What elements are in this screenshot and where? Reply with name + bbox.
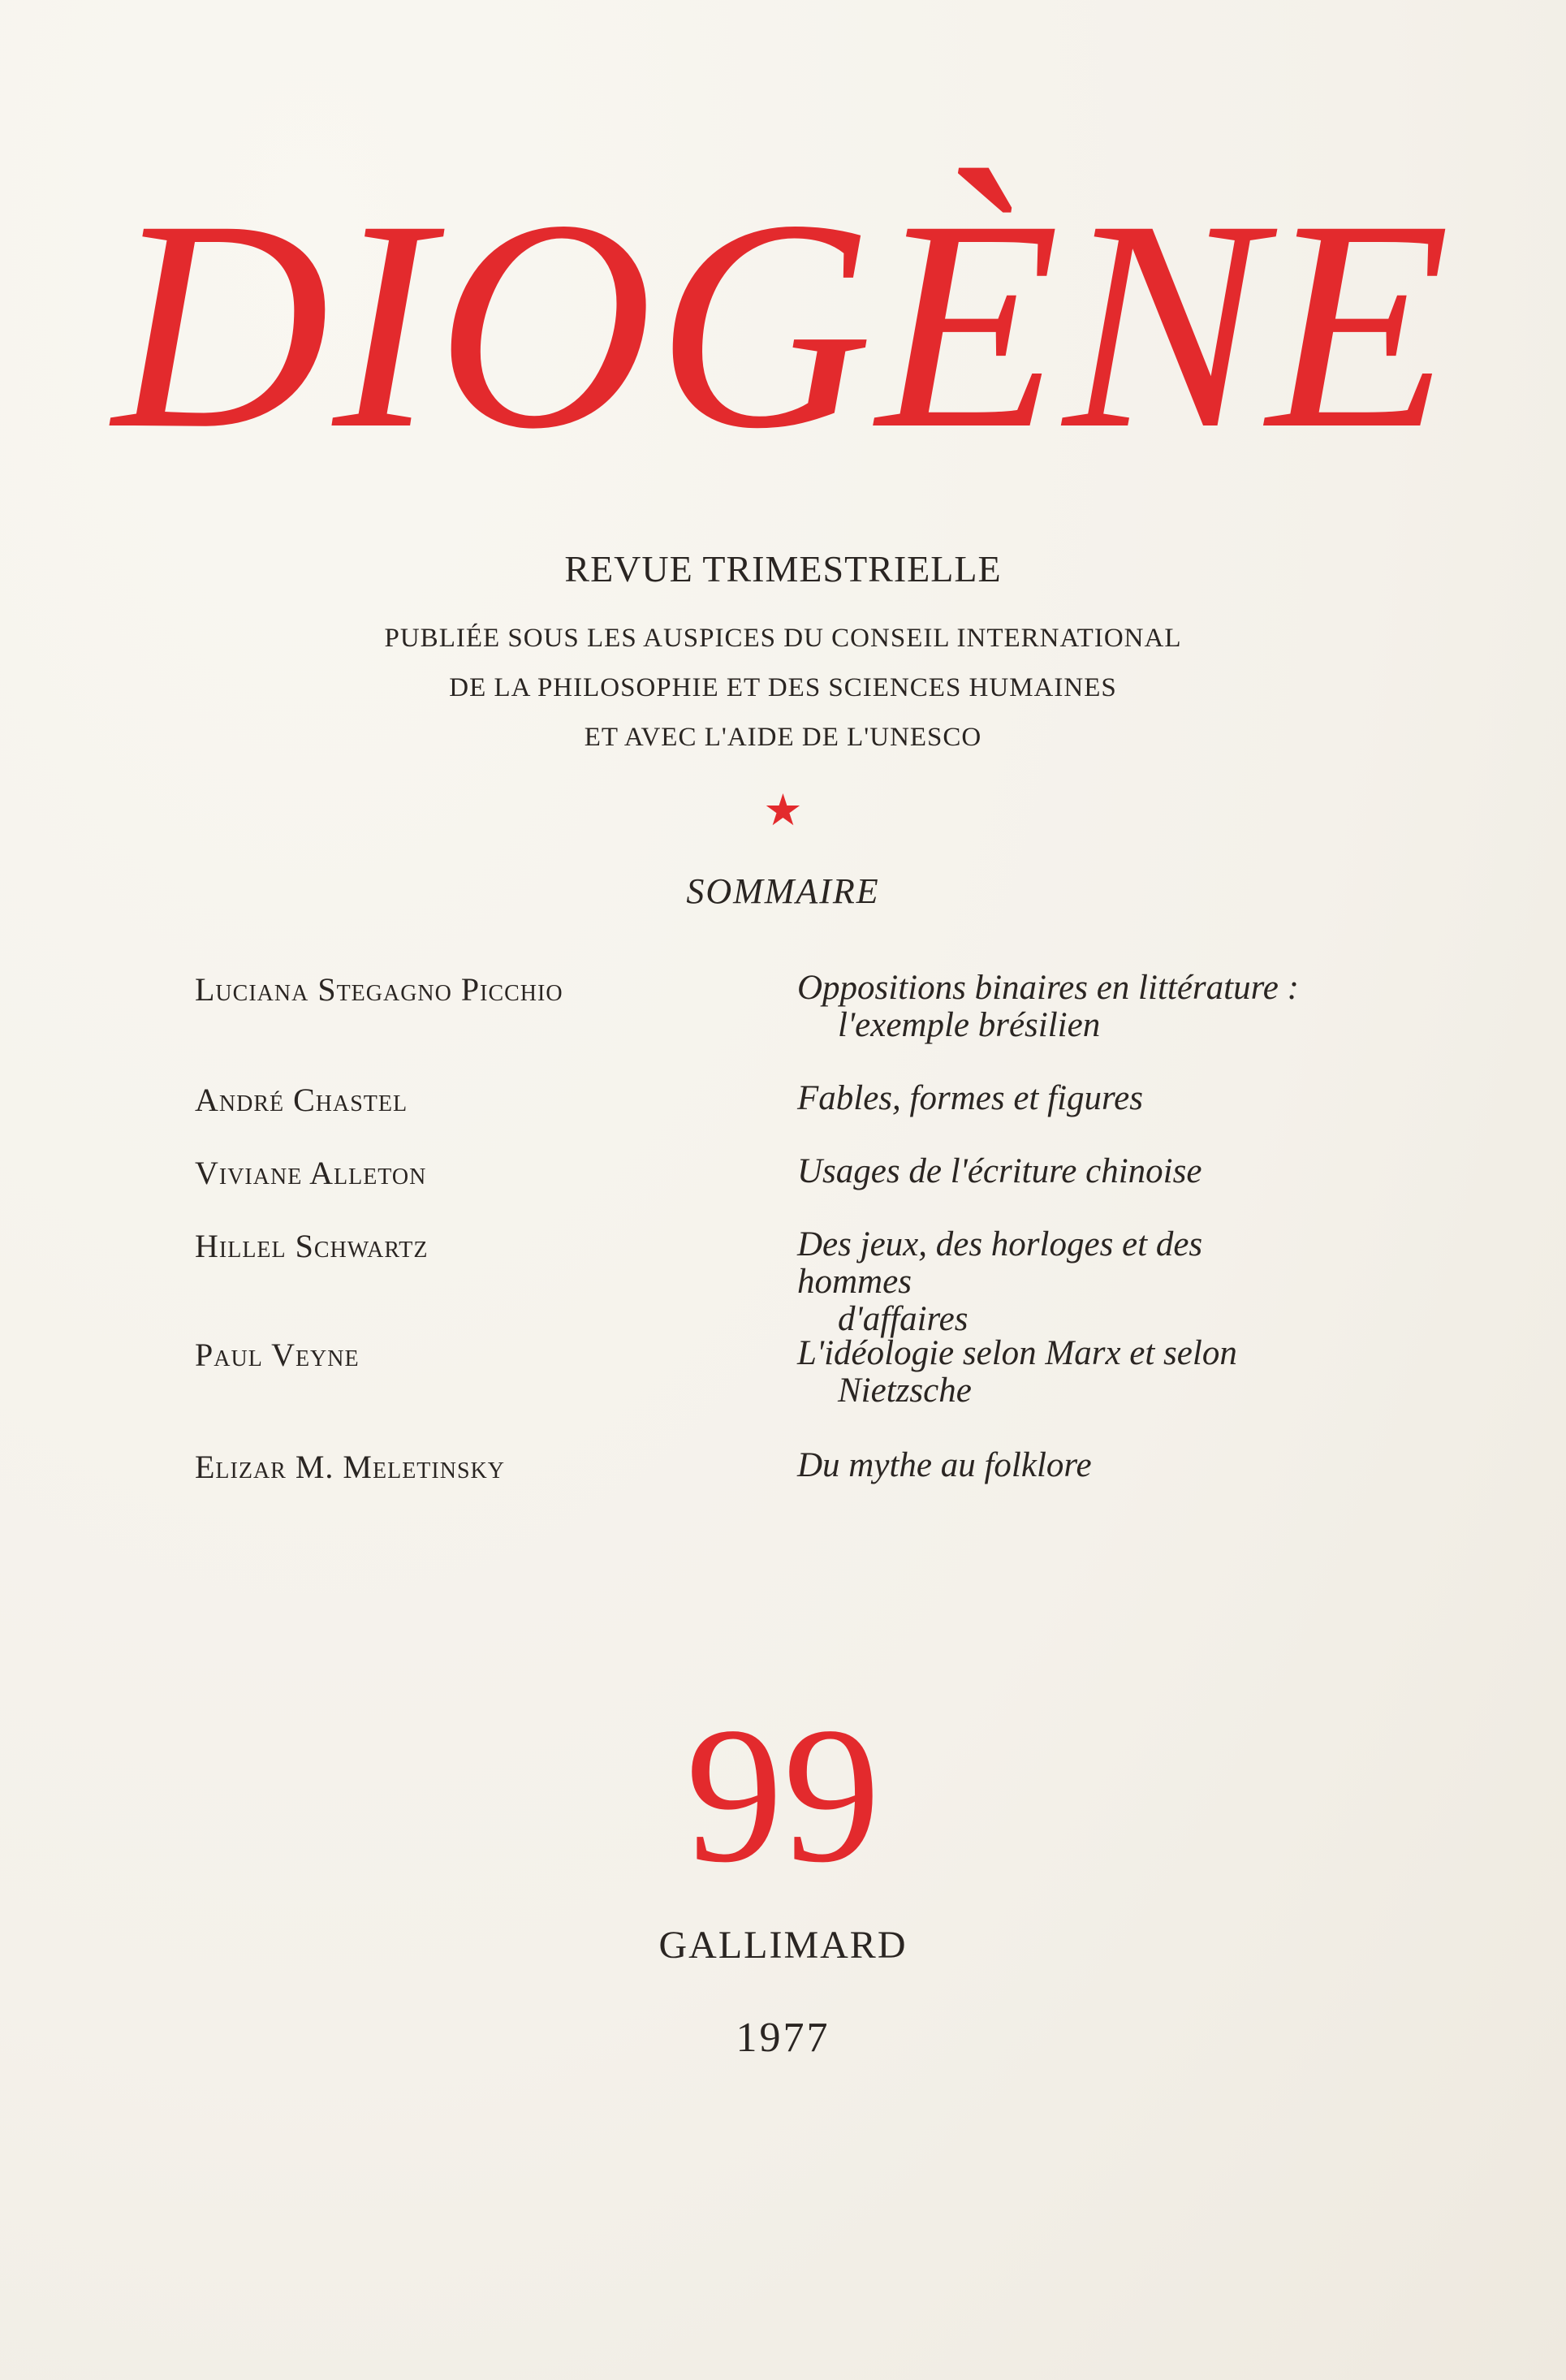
publisher-name: GALLIMARD — [658, 1924, 908, 1967]
toc-title-line: Du mythe au folklore — [797, 1446, 1092, 1484]
toc-title-line: Nietzsche — [838, 1371, 972, 1410]
publication-line-2: DE LA PHILOSOPHIE ET DES SCIENCES HUMAINES — [449, 673, 1117, 702]
toc-article-title — [797, 1447, 1317, 1484]
publication-line-3: ET AVEC L'AIDE DE L'UNESCO — [584, 723, 982, 752]
toc-title-line: L'idéologie selon Marx et selon — [797, 1334, 1237, 1372]
star-ornament-icon: ★ — [763, 786, 803, 835]
toc-author: Hillel Schwartz — [195, 1228, 429, 1264]
toc-article-title — [797, 1080, 1317, 1117]
toc-author: Luciana Stegagno Picchio — [195, 971, 563, 1008]
toc-author: Elizar M. Meletinsky — [195, 1449, 505, 1485]
publication-year: 1977 — [736, 2015, 830, 2061]
toc-title-line: d'affaires — [838, 1300, 969, 1338]
journal-title: DIOGÈNE — [112, 158, 1454, 491]
toc-title-line: Usages de l'écriture chinoise — [797, 1152, 1202, 1190]
toc-article-title — [797, 1226, 1317, 1338]
toc-title-line: l'exemple brésilien — [838, 1006, 1101, 1044]
publication-line-1: PUBLIÉE SOUS LES AUSPICES DU CONSEIL INTERNATIONAL — [384, 624, 1182, 653]
toc-author: Paul Veyne — [195, 1337, 360, 1373]
toc-article-title — [797, 1335, 1317, 1410]
toc-author: Viviane Alleton — [195, 1155, 427, 1191]
contents-heading: SOMMAIRE — [686, 871, 880, 911]
journal-subtitle: REVUE TRIMESTRIELLE — [564, 548, 1002, 590]
toc-article-title — [797, 1153, 1317, 1190]
toc-title-line: Oppositions binaires en littérature : — [797, 969, 1299, 1007]
toc-article-title — [797, 970, 1317, 1044]
issue-number: 99 — [685, 1687, 881, 1903]
toc-title-line: Des jeux, des horloges et des hommes — [797, 1225, 1203, 1301]
toc-title-line: Fables, formes et figures — [797, 1079, 1143, 1117]
toc-author: André Chastel — [195, 1082, 408, 1118]
